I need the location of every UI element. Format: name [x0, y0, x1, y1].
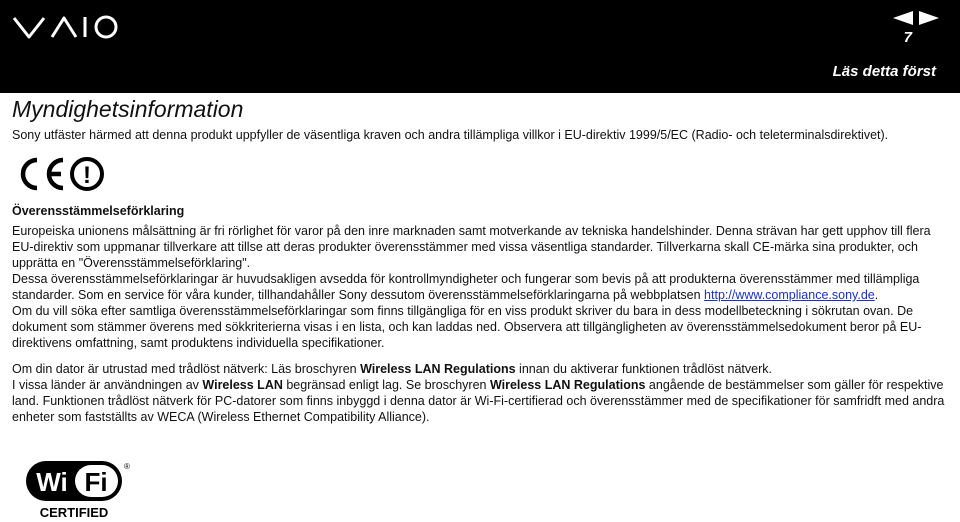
section-subheading: Överensstämmelseförklaring: [12, 204, 185, 218]
certification-marks: [15, 156, 105, 192]
page-number: 7: [903, 29, 912, 46]
page-title: Myndighetsinformation: [12, 96, 244, 122]
section-title: Läs detta först: [832, 63, 936, 80]
paragraph-text: angående de bestämmelser som gäller för respektive land. Funktionen trådlöst nätverk för PC-datorer som finns inbyggd i denna dator är Wi-Fi-certifierad och överensstämmer med de specifikationer för samfridft med andra enheter som fastställts av WECA (Wireless Ethernet Compatibility Alliance).: [12, 378, 945, 424]
paragraph-text: I vissa länder är användningen av: [12, 378, 203, 392]
paragraph-end: .: [874, 288, 879, 302]
paragraph-text: innan du aktiverar funktionen trådlöst nätverk.: [515, 362, 772, 376]
arrow-left-icon[interactable]: [893, 11, 913, 25]
arrow-right-icon[interactable]: [919, 11, 939, 25]
bold-text: Wireless LAN Regulations: [360, 362, 516, 376]
paragraph-declarations: [12, 271, 950, 303]
compliance-link[interactable]: http://www.compliance.sony.de: [704, 288, 875, 302]
paragraph-text: Dessa överensstämmelseförklaringar är huvudsakligen avsedda för kontrollmyndigheter och fungerar som bevis på att produkterna överensstämmer med tillämpliga standarder. Som en service för våra kunder, tillhandahåller Sony dessutom överensstämmelseförklaringarna på webbplatsen: [12, 272, 920, 302]
svg-text:Fi: Fi: [84, 467, 108, 497]
svg-text:!: !: [83, 162, 91, 189]
paragraph-text: begränsad enligt lag. Se broschyren: [282, 378, 490, 392]
vaio-logo: [12, 12, 122, 42]
paragraph-eu-directives: Europeiska unionens målsättning är fri rörlighet för varor på den inre marknaden samt motverkande av tekniska handelshinder. Denna strävan har gett upphov till flera EU-direktiv som uppmanar tillverkare att tillse att deras produkter överensstämmer med vissa väsentliga standarder. Tillverkarna skall CE-märka sina produkter, och upprätta en "Överensstämmelseförklaring".: [12, 224, 931, 270]
svg-text:®: ®: [124, 462, 130, 471]
ce-mark-icon: [15, 156, 67, 192]
body-text: [12, 223, 950, 425]
page-navigation: [893, 11, 939, 25]
wifi-certified-logo: [22, 458, 132, 520]
intro-text: Sony utfäster härmed att denna produkt uppfyller de väsentliga kraven och andra tillämpliga villkor i EU-direktiv 1999/5/EC (Radio- och teleterminalsdirektivet).: [12, 128, 889, 142]
bold-text: Wireless LAN Regulations: [489, 378, 646, 392]
header-bar: [0, 0, 960, 93]
alert-mark-icon: [69, 156, 105, 192]
paragraph-search: Om du vill söka efter samtliga överensstämmelseförklaringar som finns tillgängliga för en viss produkt skriver du bara in dess modellbeteckning i sökrutan ovan. De dokument som stämmer överens med sökkriterierna visas i en lista, och kan laddas ned. Observera att tillgängligheten av överensstämmelsedokument beror på EU-direktivens omfattning, samt produktens individuella specifikationer.: [12, 304, 922, 350]
paragraph-restrictions: [12, 377, 950, 425]
bold-text: Wireless LAN: [202, 378, 283, 392]
svg-text:Wi: Wi: [36, 467, 68, 497]
paragraph-wireless: [12, 361, 950, 377]
paragraph-text: Om din dator är utrustad med trådlöst nätverk: Läs broschyren: [12, 362, 361, 376]
svg-text:CERTIFIED: CERTIFIED: [39, 505, 109, 520]
